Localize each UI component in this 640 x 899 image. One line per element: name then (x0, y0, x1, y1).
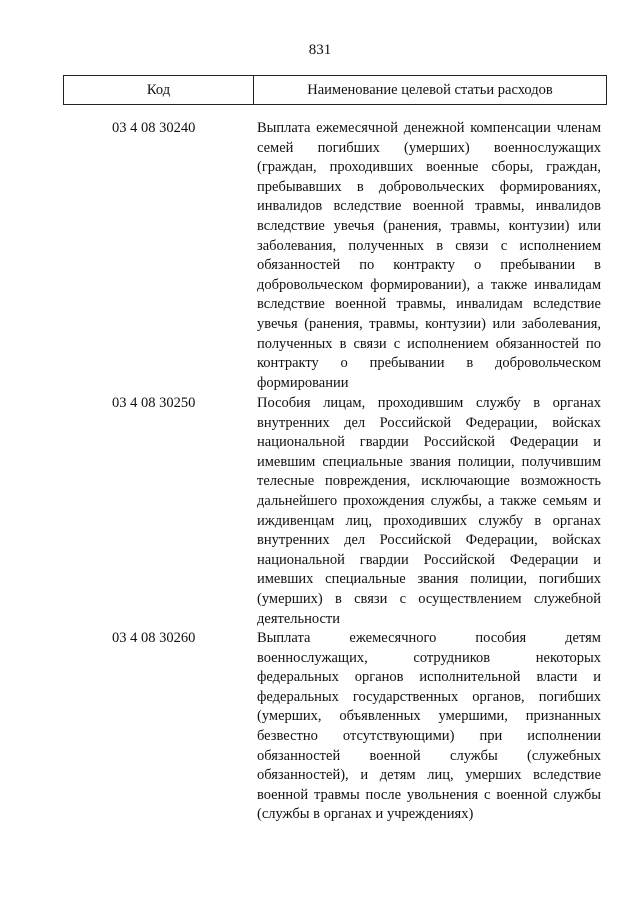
row-description: Выплата ежемесячного пособия детям военнослужащих, сотрудников некоторых федеральных органов исполнительной власти и федеральных государственных органов, погибших (умерших, объявленных умершими, признанных безвестно отсутствующими) при исполнении обязанностей военной службы (служебных обязанностей), и детям лиц, умерших вследствие военной травмы после увольнения с военной службы (службы в органах и учреждениях) (257, 630, 601, 823)
page-number: 831 (308, 42, 332, 58)
table-header (63, 75, 607, 105)
row-description: Выплата ежемесячной денежной компенсации членам семей погибших (умерших) военнослужащих (граждан, проходивших военные сборы, граждан, пребывавших в добровольческих формированиях, инвалидов вследствие военной травмы, инвалидов вследствие увечья (ранения, травмы, контузии) или заболевания, полученных в связи с исполнением обязанностей по контракту о пребывании в добровольческом формировании), а также инвалидам вследствие военной травмы, инвалидам вследствие увечья (ранения, травмы, контузии) или заболевания, полученных в связи с исполнением обязанностей по контракту о пребывании в добровольческом формировании (257, 120, 601, 391)
row-code: 03 4 08 30250 (112, 395, 196, 411)
column-header-name: Наименование целевой статьи расходов (307, 81, 553, 98)
row-description: Пособия лицам, проходившим службу в органах внутренних дел Российской Федерации, войсках национальной гвардии Российской Федерации и имевшим специальные звания полиции, получившим телесные повреждения, исключающие возможность дальнейшего прохождения службы, а также семьям и иждивенцам лиц, проходивших службу в органах внутренних дел Российской Федерации, войсках национальной гвардии Российской Федерации и имевших специальные звания полиции, погибших (умерших) в связи с осуществлением служебной деятельности (257, 395, 601, 627)
column-header-code: Код (64, 76, 254, 104)
row-code: 03 4 08 30240 (112, 120, 196, 136)
row-code: 03 4 08 30260 (112, 630, 196, 646)
